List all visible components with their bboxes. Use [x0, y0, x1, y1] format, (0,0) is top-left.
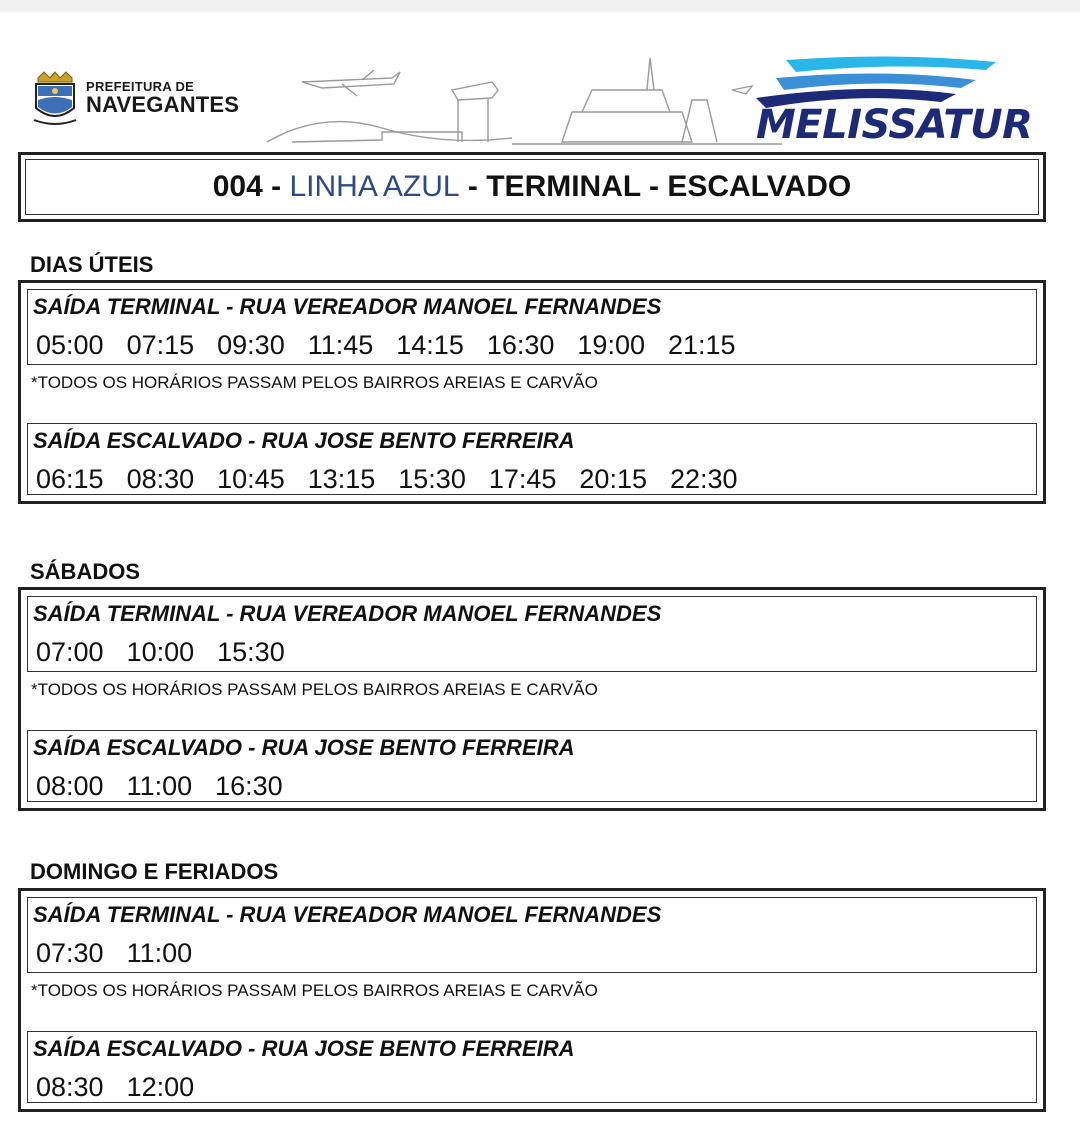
route-note: *TODOS OS HORÁRIOS PASSAM PELOS BAIRROS AREIAS E CARVÃO — [31, 680, 598, 699]
route-box-saida-terminal — [27, 897, 1037, 973]
line-code: 004 - — [212, 170, 282, 203]
departure-times: 08:00 11:00 16:30 — [36, 771, 283, 801]
schedule-block-domingo-feriados — [18, 888, 1046, 1112]
departure-times: 07:00 10:00 15:30 — [36, 637, 285, 667]
route-name: SAÍDA ESCALVADO - RUA JOSE BENTO FERREIRA — [33, 735, 575, 760]
route-name: SAÍDA TERMINAL - RUA VEREADOR MANOEL FERNANDES — [33, 601, 662, 626]
section-label-sabados: SÁBADOS — [30, 559, 141, 584]
route-name: SAÍDA ESCALVADO - RUA JOSE BENTO FERREIRA — [33, 428, 575, 453]
city-landscape-sketch — [262, 50, 782, 150]
prefeitura-line2: NAVEGANTES — [86, 92, 240, 117]
route-box-saida-escalvado — [27, 423, 1037, 495]
line-route: - TERMINAL - ESCALVADO — [467, 170, 852, 203]
departure-times: 05:00 07:15 09:30 11:45 14:15 16:30 19:00 21:15 — [36, 330, 736, 360]
title-frame — [18, 152, 1046, 222]
route-name: SAÍDA TERMINAL - RUA VEREADOR MANOEL FERNANDES — [33, 902, 662, 927]
route-note: *TODOS OS HORÁRIOS PASSAM PELOS BAIRROS AREIAS E CARVÃO — [31, 981, 598, 1000]
route-note: *TODOS OS HORÁRIOS PASSAM PELOS BAIRROS AREIAS E CARVÃO — [31, 373, 598, 392]
section-label-dias-uteis: DIAS ÚTEIS — [30, 252, 154, 277]
schedule-block-sabados — [18, 587, 1046, 811]
prefeitura-wordmark — [86, 80, 239, 116]
schedule-block-dias-uteis — [18, 280, 1046, 504]
departure-times: 06:15 08:30 10:45 13:15 15:30 17:45 20:15 22:30 — [36, 464, 738, 494]
line-title — [25, 159, 1039, 215]
header — [0, 40, 1080, 150]
section-label-domingo-feriados: DOMINGO E FERIADOS — [30, 859, 279, 884]
route-name: SAÍDA ESCALVADO - RUA JOSE BENTO FERREIRA — [33, 1036, 575, 1061]
top-band — [0, 0, 1080, 12]
line-name: LINHA AZUL — [289, 170, 460, 203]
route-box-saida-escalvado — [27, 730, 1037, 802]
route-box-saida-terminal — [27, 596, 1037, 672]
melissatur-wordmark: MELISSATUR — [756, 102, 1033, 148]
route-name: SAÍDA TERMINAL - RUA VEREADOR MANOEL FERNANDES — [33, 294, 662, 319]
departure-times: 08:30 12:00 — [36, 1072, 195, 1102]
departure-times: 07:30 11:00 — [36, 938, 193, 968]
prefeitura-line1: PREFEITURA DE — [86, 79, 195, 94]
route-box-saida-terminal — [27, 289, 1037, 365]
route-box-saida-escalvado — [27, 1031, 1037, 1103]
city-coat-of-arms-icon — [32, 70, 78, 130]
